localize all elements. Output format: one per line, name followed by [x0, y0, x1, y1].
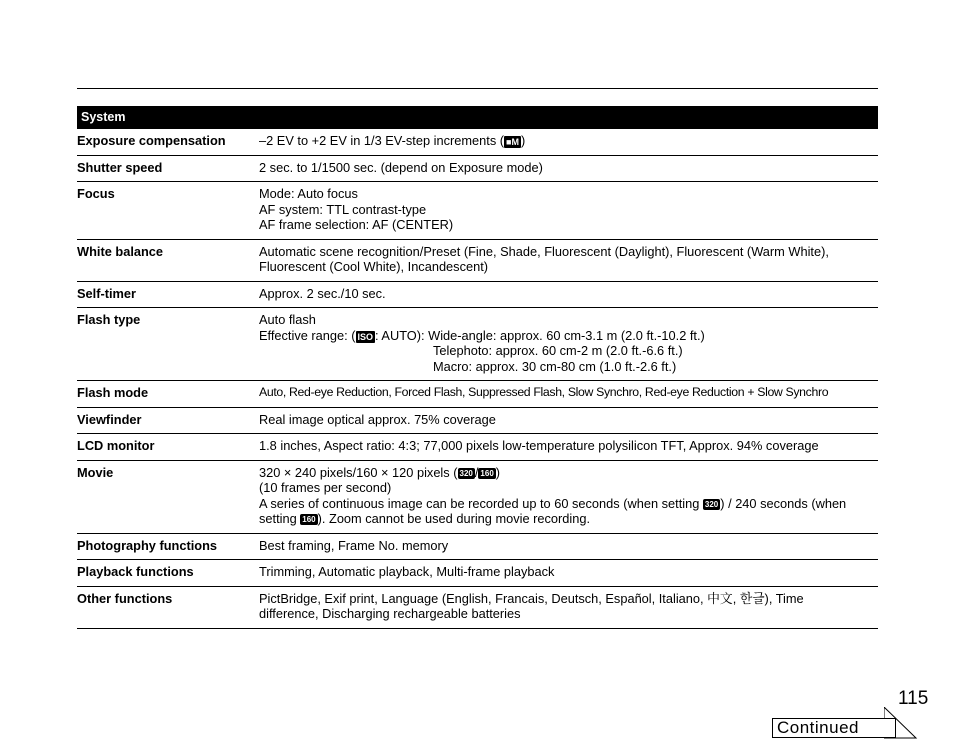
row-label: Viewfinder: [77, 411, 142, 427]
iso-icon: ISO: [357, 331, 374, 342]
row-label: Other functions: [77, 590, 173, 606]
row-value: Automatic scene recognition/Preset (Fine, Shade, Fluorescent (Daylight), Fluorescent (Warm White), Fluorescent (Cool White), Incandescent): [259, 243, 829, 274]
table-row: [77, 408, 878, 435]
top-rule: [77, 88, 878, 89]
table-row: [77, 308, 878, 381]
row-value: Approx. 2 sec./10 sec.: [259, 285, 386, 301]
page-number: 115: [898, 688, 929, 709]
table-row: [77, 282, 878, 309]
table-row: [77, 587, 878, 629]
table-row: [77, 434, 878, 461]
camera-mode-icon: ■M: [506, 137, 519, 147]
row-label: Photography functions: [77, 537, 218, 553]
row-label: White balance: [77, 243, 164, 259]
row-label: Flash type: [77, 312, 141, 327]
movie-160-icon: 160: [302, 515, 316, 524]
row-value: PictBridge, Exif print, Language (English, Francais, Deutsch, Español, Italiano, 中文, 한글), Time difference, Discharging rechargeable batteries: [259, 590, 804, 621]
table-row: [77, 381, 878, 408]
table-row: [77, 129, 878, 156]
table-row: [77, 534, 878, 561]
row-label: Flash mode: [77, 385, 149, 400]
movie-320-icon: 320: [459, 468, 473, 478]
table-row: [77, 240, 878, 282]
row-value: Mode: Auto focus AF system: TTL contrast-type AF frame selection: AF (CENTER): [259, 186, 454, 232]
row-value: Best framing, Frame No. memory: [259, 537, 449, 553]
table-row: [77, 182, 878, 240]
row-value: Auto flash Effective range: ( ISO : AUTO): Wide-angle: approx. 60 cm-3.1 m (2.0 ft.-10.2 ft.) Telephoto: approx. 60 cm-2 m (2.0 ft.-6.6 ft.) Macro: approx. 30 cm-80 cm (1.0 ft.-2.6 ft.): [259, 312, 705, 374]
table-row: [77, 560, 878, 587]
row-label: Movie: [77, 464, 114, 480]
movie-160-icon: 160: [480, 468, 494, 478]
row-value: 320 × 240 pixels/160 × 120 pixels ( 320 / 160 ) (10 frames per second) A series of continuous image can be recorded up to 60 seconds (when setting 320 ) / 240 seconds (when setting 160 ). Zoom cannot be used during movie recording.: [259, 464, 847, 526]
row-label: Self-timer: [77, 285, 137, 301]
table-row: [77, 461, 878, 534]
row-label: Exposure compensation: [77, 133, 226, 148]
row-value: Auto, Red-eye Reduction, Forced Flash, Suppressed Flash, Slow Synchro, Red-eye Reduction + Slow Synchro: [259, 385, 829, 399]
row-label: Playback functions: [77, 564, 194, 579]
row-value: –2 EV to +2 EV in 1/3 EV-step increments ( ■M ): [259, 133, 526, 148]
row-label: Shutter speed: [77, 159, 163, 175]
row-label: LCD monitor: [77, 438, 155, 453]
movie-320-icon: 320: [704, 499, 719, 509]
spec-table: [77, 106, 878, 629]
row-label: Focus: [77, 186, 115, 201]
continued-label: Continued: [772, 718, 896, 738]
table-row: [77, 156, 878, 183]
row-value: Trimming, Automatic playback, Multi-frame playback: [259, 564, 555, 579]
row-value: 2 sec. to 1/1500 sec. (depend on Exposure mode): [259, 159, 543, 175]
row-value: 1.8 inches, Aspect ratio: 4:3; 77,000 pixels low-temperature polysilicon TFT, Approx. 94% coverage: [259, 438, 819, 453]
row-value: Real image optical approx. 75% coverage: [259, 411, 496, 427]
section-header-system: System: [77, 106, 878, 129]
